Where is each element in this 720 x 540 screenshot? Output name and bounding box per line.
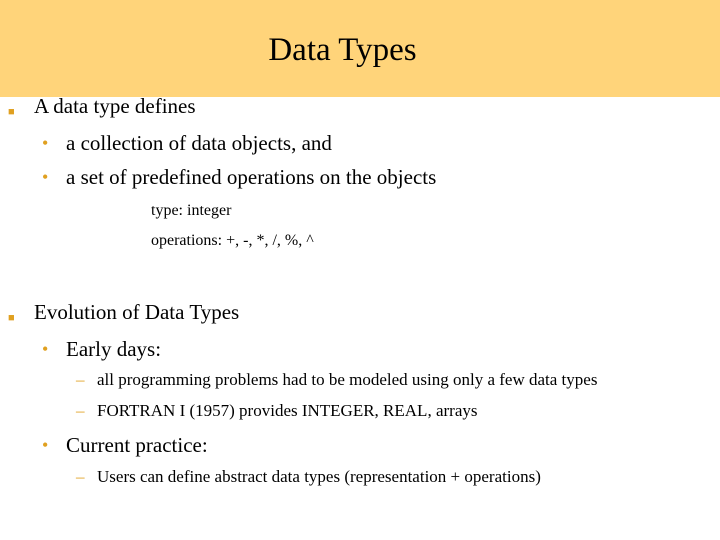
- bullet-text: all programming problems had to be modeled using only a few data types: [97, 370, 598, 389]
- dash-bullet-icon: –: [76, 401, 85, 420]
- example-operations: operations: +, -, *, /, %, ^: [151, 232, 314, 249]
- dot-bullet-icon: •: [42, 435, 49, 455]
- bullet-text: Current practice:: [66, 433, 208, 457]
- dash-bullet-icon: –: [76, 370, 85, 389]
- dot-bullet-icon: •: [42, 133, 49, 153]
- slide-title: Data Types: [268, 32, 417, 68]
- bullet-text: FORTRAN I (1957) provides INTEGER, REAL, arrays: [97, 401, 478, 420]
- bullet-text: Early days:: [66, 337, 162, 361]
- dot-bullet-icon: •: [42, 339, 49, 359]
- bullet-text: A data type defines: [34, 94, 196, 118]
- square-bullet-icon: ■: [8, 106, 15, 118]
- bullet-text: Users can define abstract data types (representation + operations): [97, 467, 541, 486]
- bullet-text: a set of predefined operations on the objects: [66, 165, 437, 189]
- example-type: type: integer: [151, 202, 232, 219]
- square-bullet-icon: ■: [8, 312, 15, 324]
- dot-bullet-icon: •: [42, 167, 49, 187]
- bullet-text: Evolution of Data Types: [34, 300, 240, 324]
- bullet-text: a collection of data objects, and: [66, 131, 332, 155]
- dash-bullet-icon: –: [76, 467, 85, 486]
